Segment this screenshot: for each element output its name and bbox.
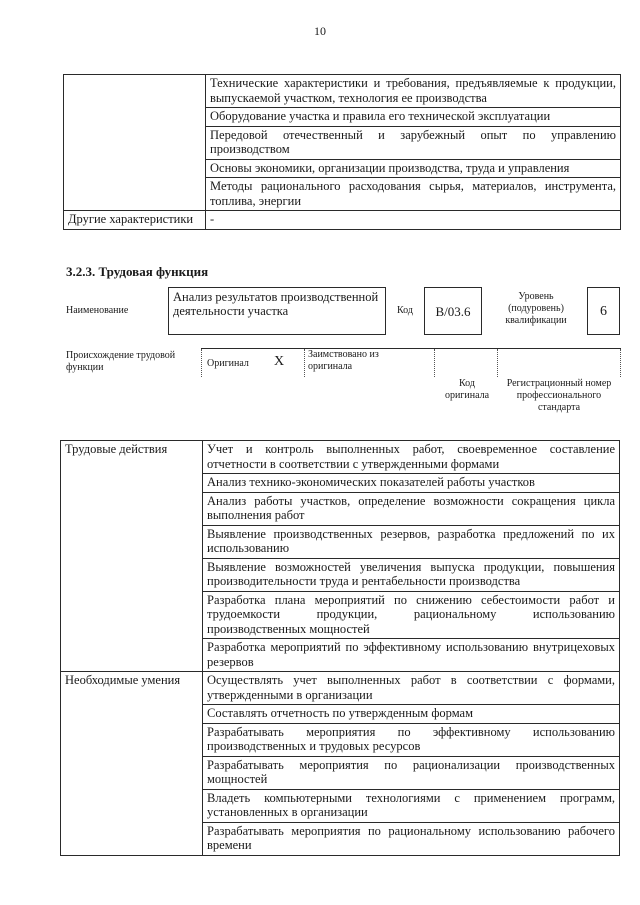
table-cell: Анализ работы участков, определение возможности сокращения цикла выполнения работ <box>203 492 620 525</box>
table-cell: Разработка мероприятий по эффективному использованию внутрицеховых резервов <box>203 639 620 672</box>
table-row <box>64 75 621 108</box>
table-cell: Разрабатывать мероприятия по рациональному использованию рабочего времени <box>203 822 620 855</box>
table-cell: Владеть компьютерными технологиями с применением программ, установленных в организации <box>203 789 620 822</box>
original-label: Оригинал <box>207 358 249 369</box>
row-category-label: Трудовые действия <box>61 441 203 672</box>
row-category-label <box>64 75 206 211</box>
reg-number-label: Регистрационный номер профессионального стандарта <box>506 378 612 413</box>
code-box: B/03.6 <box>424 287 482 335</box>
page-number: 10 <box>314 24 326 38</box>
original-mark: X <box>274 354 285 369</box>
table-cell: Учет и контроль выполненных работ, своевременное составление отчетности в соответствии с утвержденными формами <box>203 441 620 474</box>
table-row <box>61 441 620 474</box>
table-cell: Оборудование участка и правила его технической эксплуатации <box>206 108 621 127</box>
table-cell: Разрабатывать мероприятия по эффективному использованию производственных и трудовых ресурсов <box>203 723 620 756</box>
table-cell: Передовой отечественный и зарубежный опыт по управлению производством <box>206 126 621 159</box>
table-cell: Методы рационального расходования сырья, материалов, инструмента, топлива, энергии <box>206 178 621 211</box>
table-cell: Основы экономики, организации производства, труда и управления <box>206 159 621 178</box>
table-cell: Составлять отчетность по утвержденным формам <box>203 705 620 724</box>
table-row <box>64 211 621 230</box>
level-label: Уровень (подуровень) квалификации <box>505 291 567 326</box>
row-category-label: Другие характеристики <box>64 211 206 230</box>
row-category-label: Необходимые умения <box>61 672 203 856</box>
knowledge-table <box>63 74 621 230</box>
function-name-box: Анализ результатов производственной деятельности участка <box>168 287 386 335</box>
table-cell: Разрабатывать мероприятия по рационализации производственных мощностей <box>203 756 620 789</box>
section-heading: 3.2.3. Трудовая функция <box>66 264 209 279</box>
table-cell: Технические характеристики и требования, предъявляемые к продукции, выпускаемой участком, технология ее производства <box>206 75 621 108</box>
code-original-label: Код оригинала <box>444 378 490 401</box>
table-cell: Выявление производственных резервов, разработка предложений по их использованию <box>203 525 620 558</box>
table-cell: Выявление возможностей увеличения выпуска продукции, повышения производительности труда и рентабельности производства <box>203 558 620 591</box>
level-box: 6 <box>587 287 620 335</box>
origin-label: Происхождение трудовой функции <box>66 350 176 373</box>
table-cell: - <box>206 211 621 230</box>
code-label: Код <box>397 305 413 316</box>
table-row <box>61 672 620 705</box>
table-cell: Осуществлять учет выполненных работ в соответствии с формами, утвержденными в организации <box>203 672 620 705</box>
name-label: Наименование <box>66 305 129 316</box>
table-cell: Разработка плана мероприятий по снижению себестоимости работ и трудоемкости продукции, рациональному использованию производственных мощностей <box>203 591 620 639</box>
borrowed-label: Заимствовано из оригинала <box>308 349 379 372</box>
work-function-table <box>60 440 620 856</box>
table-cell: Анализ технико-экономических показателей работы участков <box>203 474 620 493</box>
